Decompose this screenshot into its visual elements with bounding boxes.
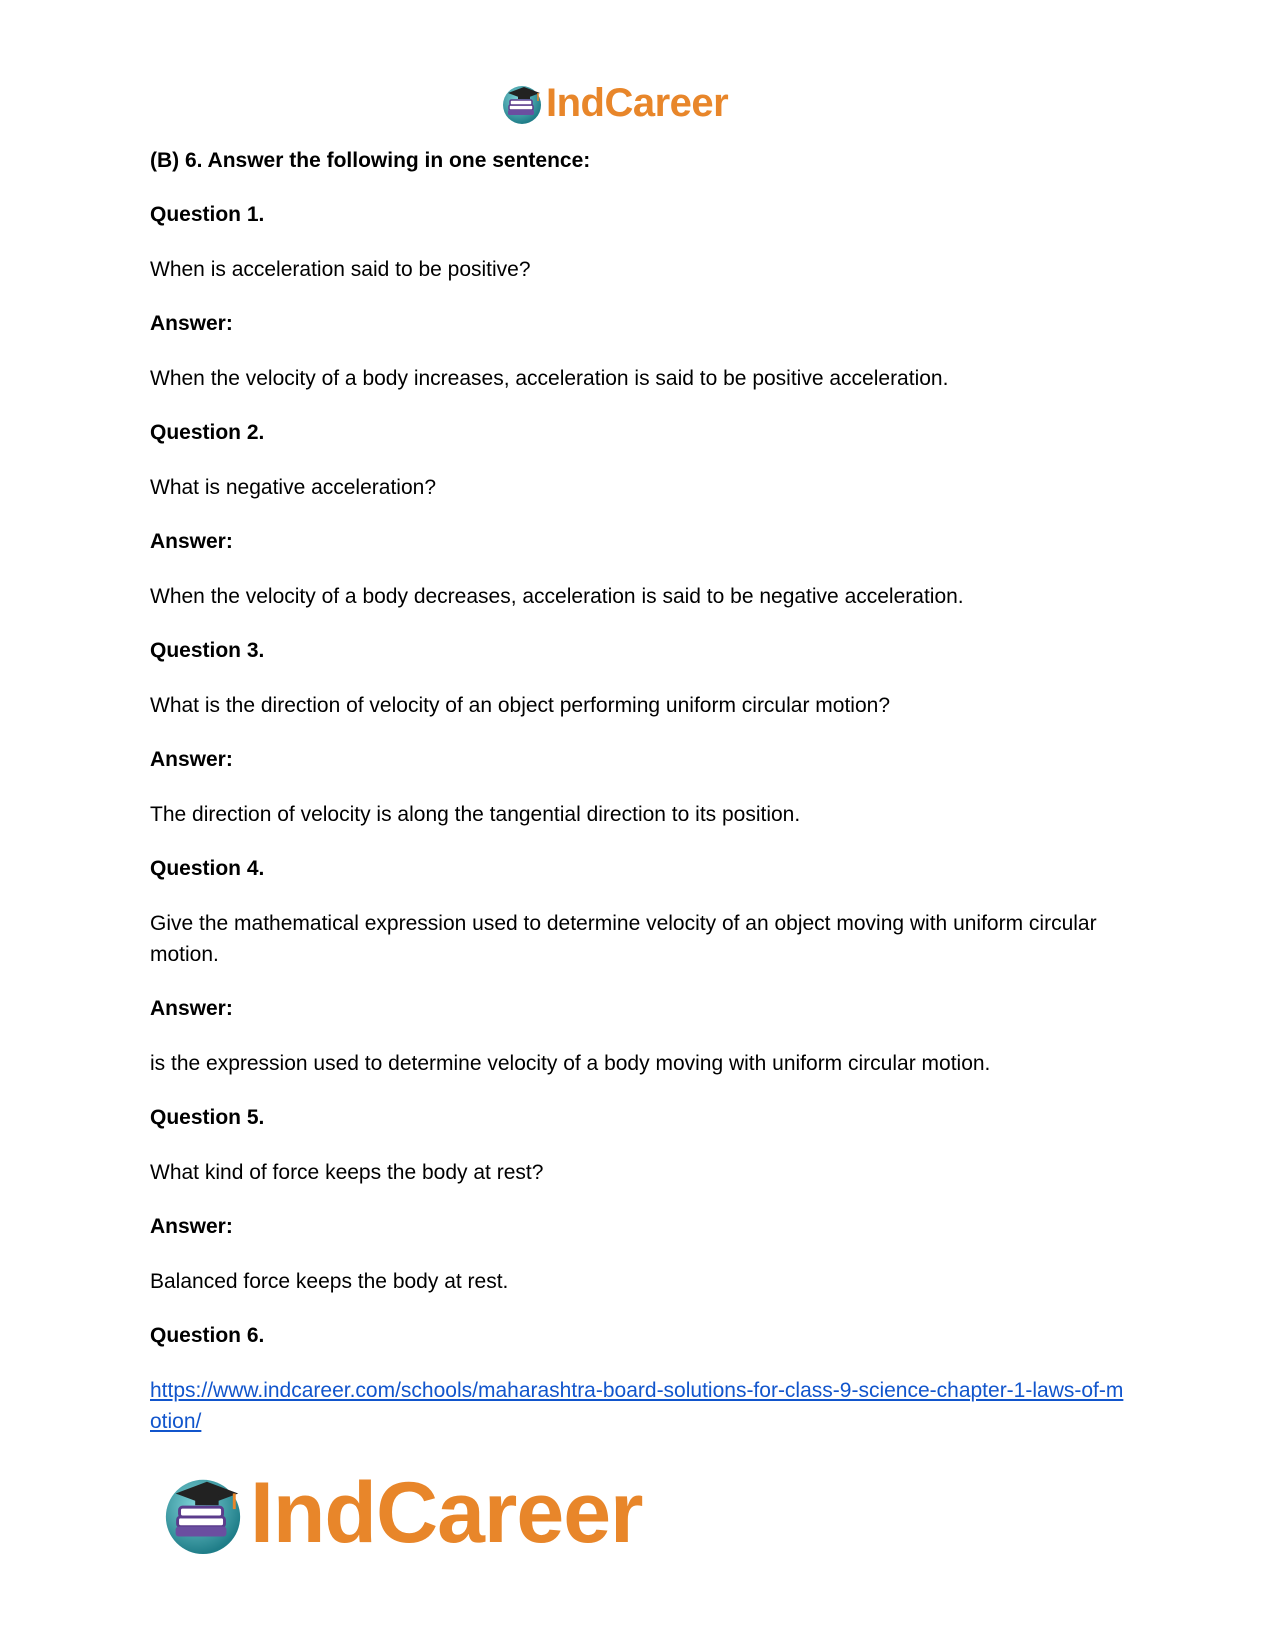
answer-text: Balanced force keeps the body at rest. [150,1270,509,1293]
question-label: Question 5. [150,1106,265,1129]
answer-text: When the velocity of a body increases, acceleration is said to be positive acceleration. [150,367,949,390]
header-logo [500,80,728,126]
answer-text: is the expression used to determine velocity of a body moving with uniform circular motion. [150,1052,991,1075]
qa-item-4 [150,854,1125,1079]
question-label: Question 4. [150,857,265,880]
question-label-6: Question 6. [150,1324,265,1347]
qa-item-2 [150,418,1125,612]
graduation-cap-books-globe-icon [500,81,544,125]
question-text: When is acceleration said to be positive? [150,258,531,281]
header-logo-text: IndCareer [546,80,729,125]
answer-label: Answer: [150,312,233,335]
question-text: Give the mathematical expression used to determine velocity of an object moving with uniform circular motion. [150,912,1097,966]
qa-item-3 [150,636,1125,830]
answer-label: Answer: [150,748,233,771]
answer-label: Answer: [150,530,233,553]
question-text: What kind of force keeps the body at rest? [150,1161,544,1184]
answer-label: Answer: [150,997,233,1020]
question-label: Question 1. [150,203,265,226]
source-link[interactable]: https://www.indcareer.com/schools/maharashtra-board-solutions-for-class-9-science-chapter-1-laws-of-motion/ [150,1379,1124,1433]
graduation-cap-books-globe-icon [160,1470,246,1556]
question-text: What is the direction of velocity of an object performing uniform circular motion? [150,694,890,717]
footer-logo-text: IndCareer [250,1464,643,1561]
question-label: Question 2. [150,421,265,444]
footer-logo [160,1464,643,1561]
answer-text: The direction of velocity is along the tangential direction to its position. [150,803,801,826]
qa-item-1 [150,200,1125,394]
question-label: Question 3. [150,639,265,662]
answer-label: Answer: [150,1215,233,1238]
document-body [150,146,1125,1437]
qa-item-5 [150,1103,1125,1297]
answer-text: When the velocity of a body decreases, acceleration is said to be negative acceleration. [150,585,964,608]
section-heading: (B) 6. Answer the following in one sentence: [150,149,591,172]
question-text: What is negative acceleration? [150,476,436,499]
